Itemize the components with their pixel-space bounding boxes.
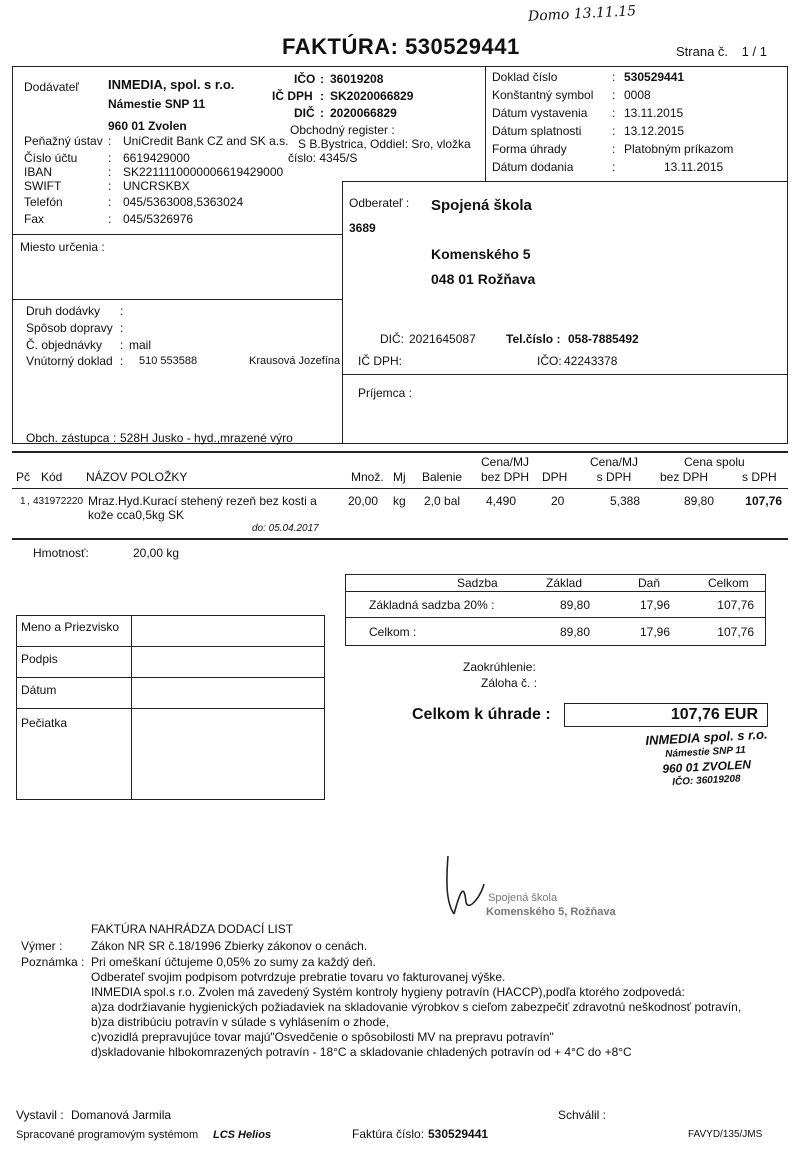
- divider: [16, 677, 325, 678]
- item-total-incl: 107,76: [745, 494, 782, 508]
- col-unit: Mj: [393, 470, 406, 484]
- note-line: d)skladovanie hlbokomrazených potravín - 18°C a skladovanie chladených potravín od + 4°C do +8°C: [91, 1045, 632, 1059]
- item-name-1: Mraz.Hyd.Kurací stehený rezeň bez kosti a: [88, 494, 317, 508]
- vat-row-tax: 17,96: [639, 598, 670, 612]
- col-price-excl-1: Cena/MJ: [480, 455, 530, 469]
- page-value: 1 / 1: [741, 44, 767, 59]
- supplier-icdph-label: IČ DPH: [272, 89, 313, 103]
- total-label: Celkom k úhrade :: [412, 706, 551, 723]
- supplier-name: INMEDIA, spol. s r.o.: [108, 77, 235, 92]
- vat-header-total: Celkom: [708, 576, 749, 590]
- order-value: mail: [129, 338, 152, 352]
- const-symbol: 0008: [624, 88, 651, 102]
- system-name: LCS Helios: [213, 1129, 272, 1141]
- delivery-date-label: Dátum dodania: [492, 160, 574, 174]
- agent-value: 528H Jusko - hyd.,mrazené výro: [120, 431, 293, 445]
- iban-value: SK2211110000006619429000: [123, 165, 284, 179]
- vymer-value: Zákon NR SR č.18/1996 Zbierky zákonov o cenách.: [91, 939, 368, 953]
- customer-name: Spojená škola: [431, 197, 532, 214]
- company-stamp-name: INMEDIA spol. s r.o.: [645, 726, 768, 748]
- order-label: Č. objednávky: [26, 338, 103, 352]
- item-pc: 1: [20, 496, 26, 507]
- page-indicator: [676, 44, 767, 59]
- phone-label: Telefón: [24, 195, 63, 209]
- payment-method-label: Forma úhrady: [492, 142, 567, 156]
- col-price-excl-2: bez DPH: [480, 470, 530, 484]
- issued-by: Domanová Jarmila: [71, 1108, 172, 1122]
- const-symbol-label: Konštantný symbol: [492, 88, 594, 102]
- vat-row-total: 107,76: [717, 625, 754, 639]
- col-pack: Balenie: [422, 470, 463, 484]
- footer-invoice-number: 530529441: [428, 1127, 489, 1141]
- issue-date: 13.11.2015: [624, 106, 684, 120]
- col-code: Kód: [41, 470, 63, 484]
- note-line: Odberateľ svojim podpisom potvrdzuje prebratie tovaru vo fakturovanej výške.: [91, 970, 506, 984]
- weight-label: Hmotnosť:: [33, 546, 89, 560]
- due-date-label: Dátum splatnosti: [492, 124, 582, 138]
- vat-row-base: 89,80: [559, 598, 590, 612]
- internal-doc-label: Vnútorný doklad: [26, 354, 113, 368]
- company-stamp-street: Námestie SNP 11: [665, 744, 747, 760]
- divider: [16, 646, 325, 647]
- customer-ico-label: IČO:: [537, 354, 562, 368]
- items-header-rule: [12, 488, 788, 489]
- item-price-excl: 4,490: [485, 494, 516, 508]
- delivery-kind-label: Druh dodávky: [26, 304, 101, 318]
- register-label: Obchodný register :: [290, 123, 395, 137]
- supplier-ico: 36019208: [330, 72, 384, 86]
- recipient-label: Príjemca :: [358, 386, 413, 400]
- col-price-incl-1: Cena/MJ: [589, 455, 639, 469]
- col-name: NÁZOV POLOŽKY: [86, 470, 188, 484]
- item-name-2: kože cca0,5kg SK: [88, 508, 185, 522]
- divider: [345, 591, 766, 592]
- internal-doc-number: 510 553588: [139, 355, 198, 367]
- customer-dic-label: DIČ:: [380, 332, 404, 346]
- account-label: Číslo účtu: [24, 151, 78, 165]
- destination-label: Miesto určenia :: [20, 240, 105, 254]
- items-bottom-rule: [12, 538, 788, 540]
- note-line: b)za distribúciu potravín v súlade s vyhlásením o zhode,: [91, 1015, 390, 1029]
- transport-label: Spôsob dopravy: [26, 321, 113, 335]
- vat-row-base: 89,80: [559, 625, 590, 639]
- customer-icdph-label: IČ DPH:: [358, 354, 403, 368]
- divider: [12, 299, 342, 300]
- customer-code: 3689: [349, 221, 376, 235]
- customer-street: Komenského 5: [431, 246, 531, 262]
- col-total-incl: s DPH: [742, 470, 777, 484]
- vat-row-label: Základná sadzba 20% :: [369, 598, 495, 612]
- iban-label: IBAN: [24, 165, 53, 179]
- weight-value: 20,00 kg: [133, 546, 180, 560]
- supplier-city: 960 01 Zvolen: [108, 119, 187, 133]
- footer-invoice-label: Faktúra číslo:: [352, 1127, 425, 1141]
- bank-value: UniCredit Bank CZ and SK a.s.: [123, 134, 289, 148]
- divider: [342, 374, 788, 375]
- sign-signature-label: Podpis: [21, 652, 58, 666]
- due-date: 13.12.2015: [624, 124, 685, 138]
- customer-ico: 42243378: [564, 354, 618, 368]
- delivery-date: 13.11.2015: [664, 160, 724, 174]
- note-line: c)vozidlá prepravujúce tovar majú"Osvedčenie o spôsobilosti MV na prepravu potravín": [91, 1030, 554, 1044]
- divider: [485, 66, 486, 181]
- company-stamp-city: 960 01 ZVOLEN: [662, 757, 752, 776]
- col-pc: Pč: [16, 470, 31, 484]
- title-label: FAKTÚRA:: [282, 34, 399, 59]
- school-stamp-name: Spojená škola: [488, 892, 558, 904]
- vat-row-tax: 17,96: [639, 625, 670, 639]
- vat-row-total: 107,76: [717, 598, 754, 612]
- customer-box: [342, 181, 788, 444]
- doc-number-label: Doklad číslo: [492, 70, 558, 84]
- note-title: FAKTÚRA NAHRÁDZA DODACÍ LIST: [91, 922, 294, 936]
- total-value: 107,76 EUR: [670, 706, 758, 723]
- customer-tel: 058-7885492: [568, 332, 639, 346]
- approved-label: Schválil :: [558, 1108, 607, 1122]
- register-text-2: číslo: 4345/S: [288, 151, 358, 165]
- payment-method: Platobným príkazom: [624, 142, 734, 156]
- divider: [12, 234, 342, 235]
- system-label: Spracované programovým systémom: [16, 1129, 199, 1141]
- items-top-rule: [12, 451, 788, 453]
- doc-number: 530529441: [624, 70, 685, 84]
- school-stamp-address: Komenského 5, Rožňava: [486, 906, 616, 918]
- company-stamp-ico: IČO: 36019208: [672, 773, 741, 788]
- customer-label: Odberateľ :: [349, 196, 410, 210]
- vymer-label: Výmer :: [21, 939, 63, 953]
- sign-name-label: Meno a Priezvisko: [21, 620, 120, 634]
- account-value: 6619429000: [123, 151, 190, 165]
- col-total-1: Cena spolu: [684, 455, 745, 469]
- supplier-dic: 2020066829: [330, 106, 397, 120]
- item-code: 431972220: [33, 496, 84, 507]
- item-price-incl: 5,388: [609, 494, 640, 508]
- vat-row-label: Celkom :: [369, 625, 417, 639]
- swift-label: SWIFT: [24, 179, 62, 193]
- vat-header-rate: Sadzba: [457, 576, 498, 590]
- col-vat: DPH: [542, 470, 568, 484]
- item-unit: kg: [393, 494, 406, 508]
- issue-date-label: Dátum vystavenia: [492, 106, 588, 120]
- swift-value: UNCRSKBX: [123, 179, 190, 193]
- register-text-1: S B.Bystrica, Oddiel: Sro, vložka: [298, 137, 471, 151]
- supplier-dic-label: DIČ: [294, 106, 315, 120]
- item-vat: 20: [551, 494, 565, 508]
- title-number: 530529441: [405, 34, 520, 59]
- handwritten-note: Domo 13.11.15: [527, 3, 637, 25]
- divider: [16, 708, 325, 709]
- sign-date-label: Dátum: [21, 683, 57, 697]
- issued-by-label: Vystavil :: [16, 1108, 64, 1122]
- page-label: Strana č.: [676, 44, 729, 59]
- invoice-title: [282, 34, 520, 60]
- supplier-label: Dodávateľ: [24, 80, 79, 94]
- note-line: INMEDIA spol.s r.o. Zvolen má zavedený Systém kontroly hygieny potravín (HACCP),podľa ktorého zodpovedá:: [91, 985, 685, 999]
- customer-city: 048 01 Rožňava: [431, 271, 536, 287]
- rounding-label: Zaokrúhlenie:: [463, 660, 536, 674]
- sign-stamp-label: Pečiatka: [21, 716, 68, 730]
- note-line: a)za dodržiavanie hygienických požiadaviek na skladovanie výrobkov s cieľom zabezpečiť zdravotnú neškodnosť potravín,: [91, 1000, 742, 1014]
- item-pack: 2,0 bal: [424, 494, 461, 508]
- item-total-excl: 89,80: [683, 494, 714, 508]
- col-price-incl-2: s DPH: [596, 470, 632, 484]
- vat-header-base: Základ: [546, 576, 583, 590]
- vat-header-tax: Daň: [638, 576, 661, 590]
- col-qty: Množ.: [351, 470, 384, 484]
- supplier-icdph: SK2020066829: [330, 89, 414, 103]
- fax-label: Fax: [24, 212, 45, 226]
- footer-code: FAVYD/135/JMS: [688, 1129, 763, 1140]
- note-label: Poznámka :: [21, 955, 85, 969]
- supplier-street: Námestie SNP 11: [108, 97, 206, 111]
- agent-label: Obch. zástupca: [26, 431, 110, 445]
- item-qty: 20,00: [347, 494, 378, 508]
- customer-dic: 2021645087: [409, 332, 476, 346]
- fax-value: 045/5326976: [123, 212, 194, 226]
- col-total-excl: bez DPH: [660, 470, 709, 484]
- deposit-label: Záloha č. :: [481, 676, 538, 690]
- note-line: Pri omeškaní účtujeme 0,05% zo sumy za každý deň.: [91, 955, 376, 969]
- internal-doc-name: Krausová Jozefína: [249, 355, 341, 367]
- phone-value: 045/5363008,5363024: [123, 195, 244, 209]
- bank-label: Peňažný ústav: [24, 134, 103, 148]
- item-expiry: do: 05.04.2017: [252, 523, 319, 534]
- supplier-ico-label: IČO: [294, 72, 316, 86]
- divider: [345, 617, 766, 618]
- customer-tel-label: Tel.číslo :: [506, 332, 561, 346]
